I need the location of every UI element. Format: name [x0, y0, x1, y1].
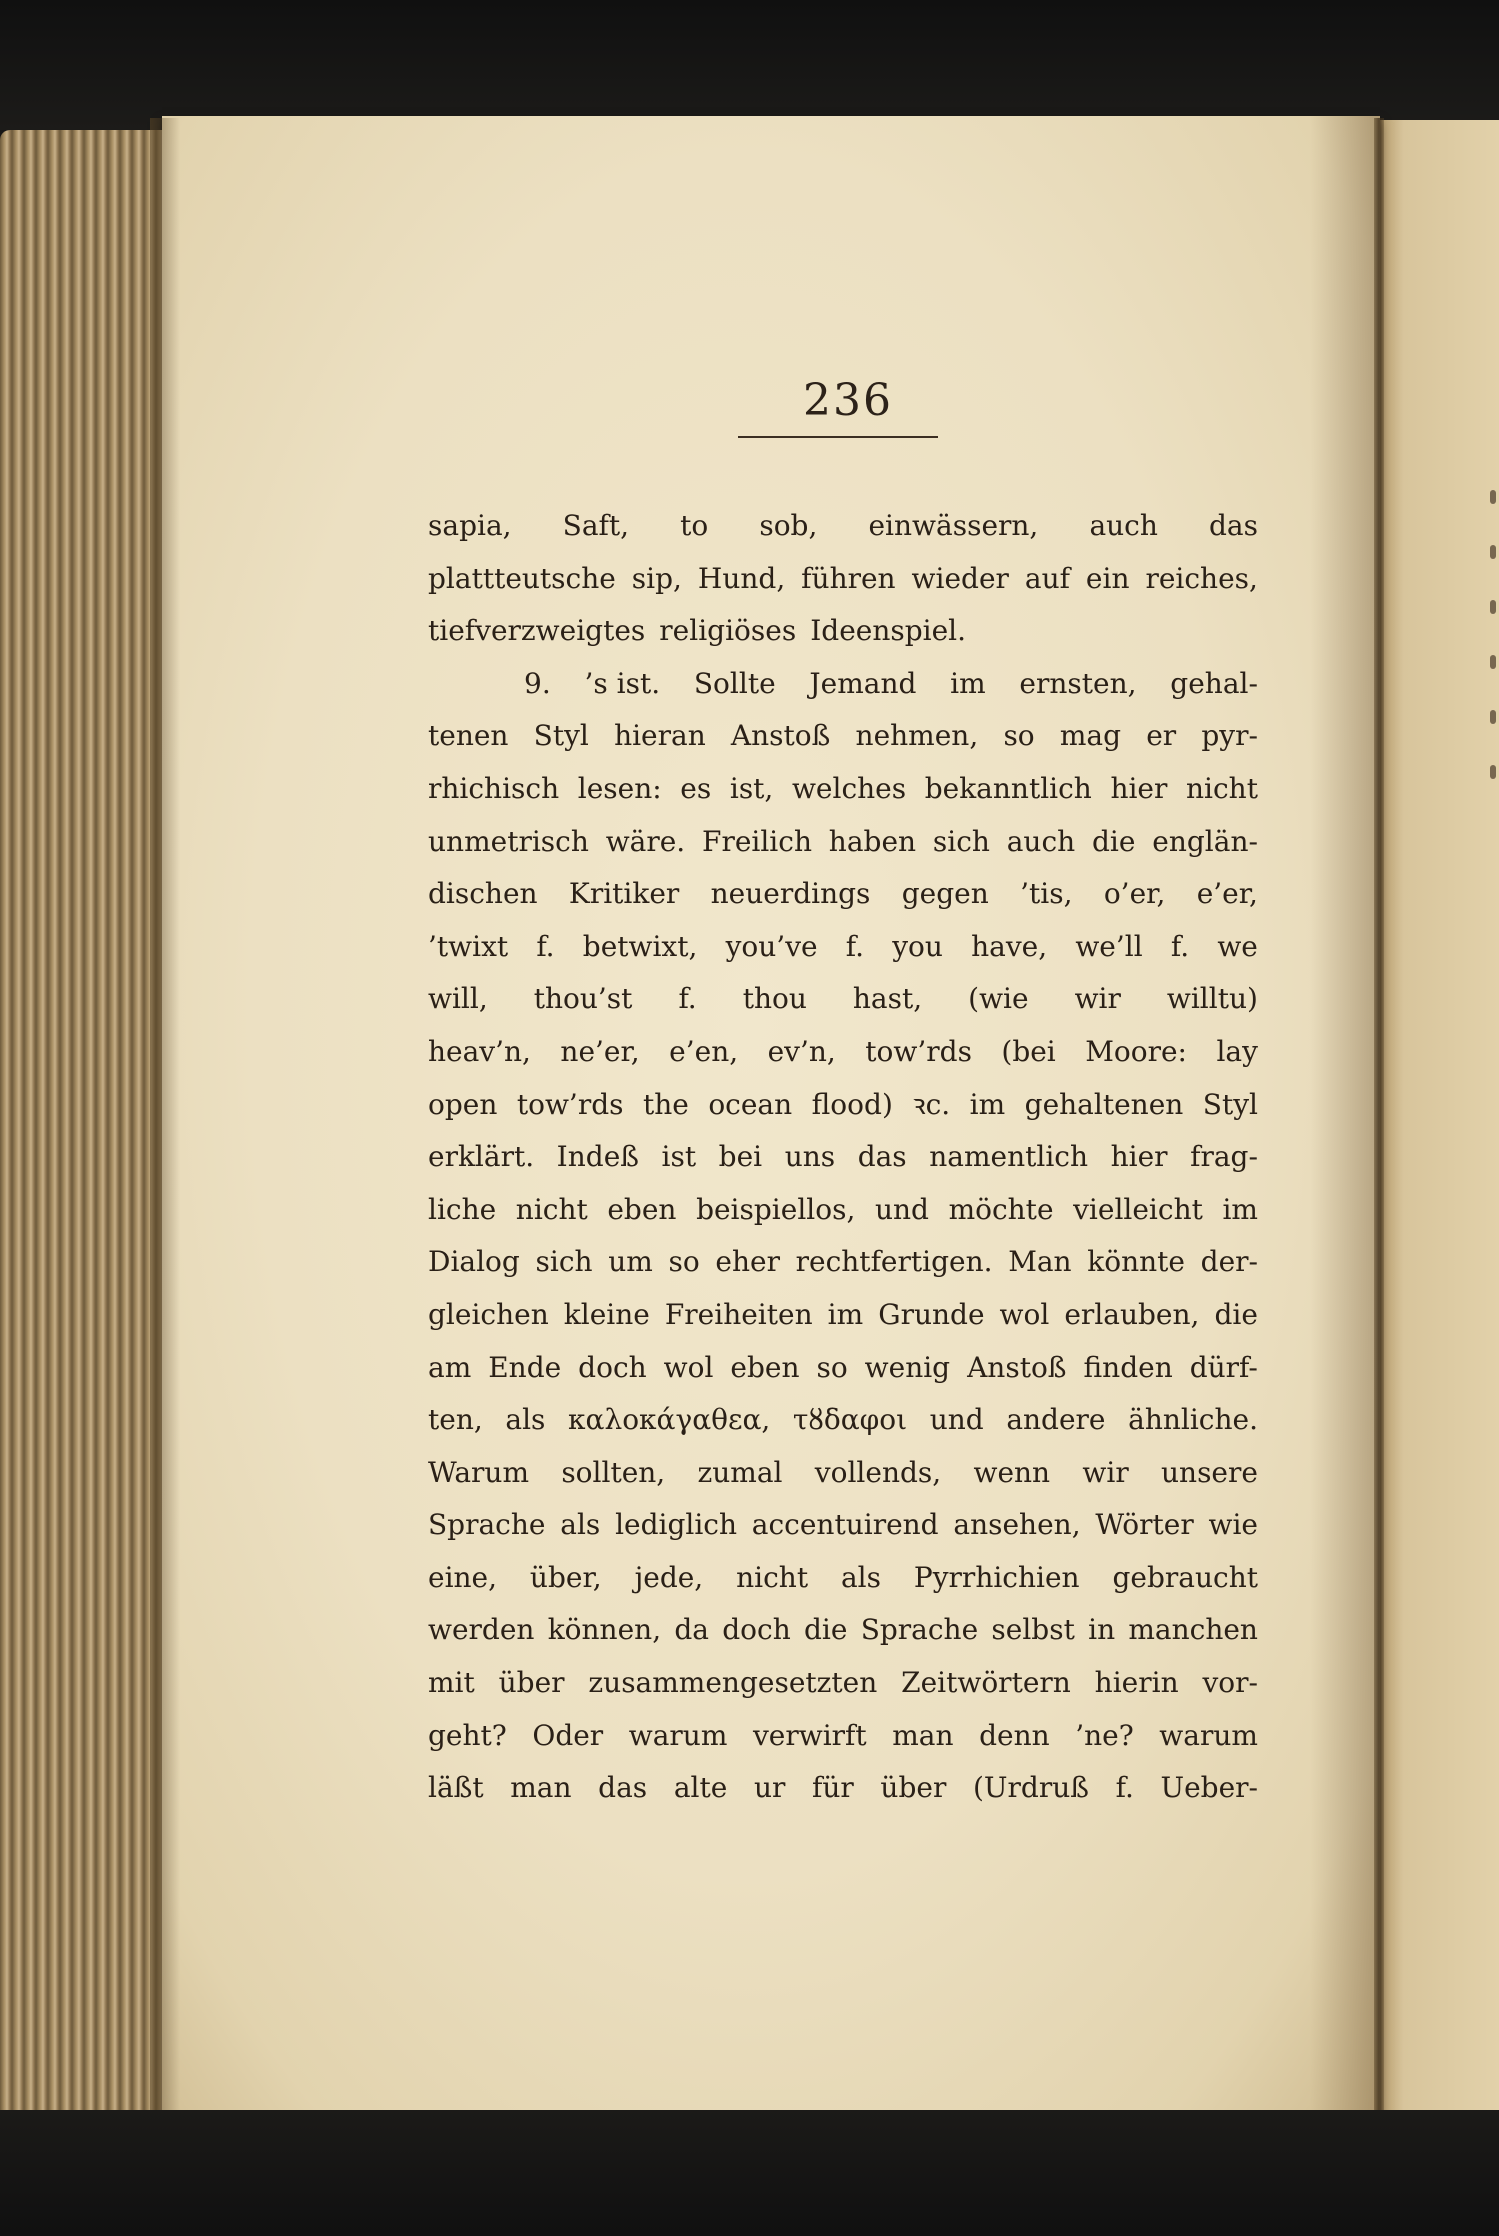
- facing-page-edge: [1380, 120, 1499, 2110]
- word: auch: [1006, 824, 1076, 858]
- word: ist: [661, 1140, 697, 1174]
- text-line: [428, 1026, 1258, 1079]
- word: einwässern,: [868, 509, 1039, 542]
- word: f.: [1115, 1771, 1134, 1805]
- word: open: [428, 1087, 498, 1121]
- page-text: [428, 500, 1258, 1815]
- word: vor-: [1202, 1666, 1258, 1700]
- word: Man: [1008, 1245, 1072, 1279]
- word: und: [929, 1403, 984, 1437]
- facing-page-mark: [1490, 765, 1496, 779]
- word: eben: [607, 1192, 677, 1226]
- word: für: [812, 1771, 854, 1805]
- word: können,: [547, 1613, 662, 1647]
- text-line: [428, 1342, 1258, 1395]
- word: gebraucht: [1112, 1560, 1258, 1594]
- word: über: [498, 1666, 565, 1700]
- word: ’twixt: [428, 929, 509, 963]
- word: ꝛc.: [912, 1087, 951, 1121]
- word: haben: [828, 824, 917, 858]
- word: hast,: [852, 982, 923, 1016]
- word: zusammengesetzten: [588, 1666, 878, 1700]
- word: you: [892, 929, 943, 963]
- word: lediglich: [615, 1508, 738, 1542]
- word: vielleicht: [1073, 1192, 1203, 1226]
- word: mit: [428, 1666, 475, 1700]
- page-gutter-shadow: [150, 118, 180, 2140]
- word: im: [1222, 1192, 1258, 1226]
- word: Moore:: [1085, 1034, 1187, 1068]
- word: tow’rds: [516, 1087, 624, 1121]
- word: the: [642, 1087, 689, 1121]
- text-line: [428, 658, 1258, 711]
- text-line: [428, 816, 1258, 869]
- word: wie: [1208, 1508, 1258, 1542]
- word: könnte: [1087, 1245, 1185, 1279]
- word: das: [598, 1771, 648, 1805]
- text-line: [428, 1657, 1258, 1710]
- word: f.: [1170, 929, 1190, 963]
- word: reiches,: [1145, 561, 1258, 595]
- word: vollends,: [814, 1455, 942, 1489]
- text-line: [428, 1710, 1258, 1763]
- word: hier: [1110, 771, 1168, 805]
- word: to: [680, 509, 709, 542]
- word: Kritiker: [568, 877, 680, 911]
- word: man: [510, 1771, 572, 1805]
- text-line: [428, 1131, 1258, 1184]
- word: heav’n,: [428, 1034, 531, 1068]
- word: nicht: [736, 1560, 809, 1594]
- word: you’ve: [725, 929, 818, 963]
- word: ähnliche.: [1128, 1403, 1258, 1437]
- word: über: [880, 1771, 947, 1805]
- word: ev’n,: [767, 1034, 836, 1068]
- word: (Urdruß: [972, 1771, 1089, 1805]
- text-line: [428, 1447, 1258, 1500]
- word: Ueber-: [1160, 1771, 1258, 1805]
- word: in: [1088, 1613, 1116, 1647]
- word: wir: [1074, 982, 1121, 1016]
- facing-page-mark: [1490, 600, 1496, 614]
- word: ein: [1085, 561, 1130, 595]
- word: religiöses: [659, 614, 797, 648]
- word: ne’er,: [560, 1034, 640, 1068]
- text-line: [428, 1604, 1258, 1657]
- text-line: [428, 500, 1258, 553]
- word: die: [1214, 1297, 1258, 1331]
- word: die: [803, 1613, 848, 1647]
- word: ansehen,: [953, 1508, 1081, 1542]
- text-line: [428, 553, 1258, 606]
- page-number: 236: [803, 375, 893, 426]
- word: will,: [428, 982, 488, 1016]
- word: we’ll: [1075, 929, 1143, 963]
- word: τȣδαφοι: [792, 1403, 908, 1437]
- text-line: [428, 1394, 1258, 1447]
- word: werden: [428, 1613, 535, 1647]
- word: das: [1208, 509, 1258, 542]
- word: ten,: [428, 1403, 483, 1437]
- word: nicht: [1186, 771, 1258, 805]
- word: warum: [628, 1718, 728, 1752]
- word: Sollte: [693, 666, 776, 700]
- word: namentlich: [929, 1140, 1089, 1174]
- word: so: [816, 1350, 848, 1384]
- word: gegen: [901, 877, 989, 911]
- text-line: [428, 710, 1258, 763]
- word: doch: [578, 1350, 647, 1384]
- word: zumal: [697, 1455, 783, 1489]
- word: we: [1217, 929, 1258, 963]
- word: als: [840, 1560, 881, 1594]
- word: doch: [722, 1613, 791, 1647]
- word: alte: [673, 1771, 728, 1805]
- word: pyr-: [1201, 719, 1258, 753]
- word: sollten,: [561, 1455, 666, 1489]
- word: Anstoß: [730, 719, 831, 753]
- word: jede,: [634, 1560, 704, 1594]
- word: o’er,: [1103, 877, 1166, 911]
- word: Dialog: [428, 1245, 520, 1279]
- text-line: [428, 921, 1258, 974]
- word: Ende: [488, 1350, 562, 1384]
- facing-page-mark: [1490, 545, 1496, 559]
- word: Grunde: [878, 1297, 985, 1331]
- word: warum: [1159, 1718, 1258, 1752]
- word: lay: [1216, 1034, 1258, 1068]
- word: sich: [535, 1245, 593, 1279]
- word: e’er,: [1196, 877, 1258, 911]
- word: Freilich: [702, 824, 812, 858]
- word: finden: [1083, 1350, 1173, 1384]
- word: er: [1146, 719, 1177, 753]
- word: Freiheiten: [664, 1297, 813, 1331]
- word: thou: [742, 982, 807, 1016]
- word: frag-: [1190, 1140, 1258, 1174]
- word: dischen: [428, 877, 538, 911]
- word: um: [608, 1245, 653, 1279]
- word: bekanntlich: [924, 771, 1092, 805]
- word: Indeß: [556, 1140, 639, 1174]
- word: Ideenspiel.: [810, 614, 967, 648]
- word: wieder: [911, 561, 1009, 595]
- word: so: [668, 1245, 700, 1279]
- word: neuerdings: [710, 877, 871, 911]
- word: have,: [971, 929, 1048, 963]
- word: ocean: [708, 1087, 793, 1121]
- word: ernsten,: [1019, 666, 1137, 700]
- word: im: [950, 666, 986, 700]
- word: geht?: [428, 1718, 507, 1752]
- word: nehmen,: [855, 719, 979, 753]
- word: da: [674, 1613, 709, 1647]
- book-spine: [1374, 118, 1384, 2113]
- word: bei: [718, 1140, 763, 1174]
- word: Jemand: [809, 666, 917, 700]
- word: Sprache: [428, 1508, 546, 1542]
- text-line: [428, 1079, 1258, 1132]
- word: Wörter: [1095, 1508, 1194, 1542]
- word: wenn: [973, 1455, 1051, 1489]
- word: welches: [791, 771, 907, 805]
- word: tow’rds: [865, 1034, 972, 1068]
- word: tenen: [428, 719, 509, 753]
- word: ist,: [729, 771, 774, 805]
- text-line: [428, 1289, 1258, 1342]
- word: flood): [811, 1087, 893, 1121]
- word: e’en,: [669, 1034, 739, 1068]
- word: sip,: [631, 561, 682, 595]
- word: verwirft: [752, 1718, 867, 1752]
- word: sapia,: [428, 509, 512, 542]
- word: der-: [1200, 1245, 1258, 1279]
- word: auch: [1089, 509, 1158, 542]
- text-line: [428, 1552, 1258, 1605]
- word: uns: [784, 1140, 836, 1174]
- word: betwixt,: [582, 929, 698, 963]
- word: hieran: [614, 719, 706, 753]
- word: und: [874, 1192, 929, 1226]
- word: Styl: [1202, 1087, 1258, 1121]
- word: Sprache: [860, 1613, 979, 1647]
- word: führen: [801, 561, 896, 595]
- word: möchte: [948, 1192, 1054, 1226]
- word: lesen:: [577, 771, 662, 805]
- page-number-rule: [738, 436, 938, 438]
- word: man: [892, 1718, 954, 1752]
- word: 9.: [524, 666, 551, 700]
- word: accentuirend: [751, 1508, 939, 1542]
- word: denn: [979, 1718, 1050, 1752]
- word: mag: [1059, 719, 1122, 753]
- word: Oder: [532, 1718, 604, 1752]
- text-line: [428, 1499, 1258, 1552]
- word: tiefverzweigtes: [428, 614, 646, 648]
- word: nicht: [515, 1192, 588, 1226]
- word: unmetrisch: [428, 824, 589, 858]
- text-line: [428, 1762, 1258, 1815]
- word: selbst: [991, 1613, 1075, 1647]
- word: f.: [536, 929, 555, 963]
- word: englän-: [1152, 824, 1258, 858]
- word: das: [857, 1140, 907, 1174]
- word: kleine: [563, 1297, 650, 1331]
- word: f.: [678, 982, 697, 1016]
- word: ur: [753, 1771, 786, 1805]
- word: Saft,: [562, 509, 630, 542]
- word: hier: [1110, 1140, 1168, 1174]
- word: Styl: [533, 719, 589, 753]
- word: gehal-: [1170, 666, 1258, 700]
- word: Warum: [428, 1455, 530, 1489]
- word: wol: [999, 1297, 1050, 1331]
- word: gleichen: [428, 1297, 549, 1331]
- word: wol: [663, 1350, 714, 1384]
- text-line: [428, 1184, 1258, 1237]
- word: über,: [529, 1560, 602, 1594]
- word: manchen: [1128, 1613, 1258, 1647]
- book-page-edges: [0, 130, 175, 2140]
- word: auf: [1024, 561, 1070, 595]
- word: es: [680, 771, 712, 805]
- text-line: [428, 605, 1258, 658]
- word: ’s ist.: [584, 666, 661, 700]
- word: beispiellos,: [696, 1192, 856, 1226]
- word: gehaltenen: [1024, 1087, 1184, 1121]
- word: eine,: [428, 1560, 498, 1594]
- word: eher: [715, 1245, 780, 1279]
- word: ’ne?: [1075, 1718, 1134, 1752]
- word: am: [428, 1350, 472, 1384]
- text-line: [428, 973, 1258, 1026]
- word: andere: [1006, 1403, 1106, 1437]
- word: liche: [428, 1192, 497, 1226]
- word: läßt: [428, 1771, 484, 1805]
- word: dürf-: [1189, 1350, 1258, 1384]
- word: wäre.: [605, 824, 686, 858]
- text-line: [428, 763, 1258, 816]
- word: καλοκάγαθεα,: [568, 1403, 771, 1437]
- facing-page-mark: [1490, 655, 1496, 669]
- word: erlauben,: [1064, 1297, 1200, 1331]
- word: Hund,: [697, 561, 786, 595]
- word: im: [827, 1297, 864, 1331]
- word: die: [1092, 824, 1136, 858]
- background-top: [0, 0, 1499, 130]
- text-line: [428, 1236, 1258, 1289]
- word: wir: [1082, 1455, 1129, 1489]
- word: eben: [730, 1350, 800, 1384]
- word: wenig: [864, 1350, 951, 1384]
- word: erklärt.: [428, 1140, 535, 1174]
- word: so: [1003, 719, 1035, 753]
- word: plattteutsche: [428, 561, 616, 595]
- word: rhichisch: [428, 771, 560, 805]
- word: als: [560, 1508, 601, 1542]
- facing-page-mark: [1490, 490, 1496, 504]
- word: unsere: [1161, 1455, 1258, 1489]
- facing-page-mark: [1490, 710, 1496, 724]
- word: f.: [845, 929, 865, 963]
- word: willtu): [1166, 982, 1258, 1016]
- word: im: [969, 1087, 1006, 1121]
- word: hierin: [1094, 1666, 1179, 1700]
- word: sob,: [759, 509, 818, 542]
- word: rechtfertigen.: [795, 1245, 993, 1279]
- word: thou’st: [533, 982, 633, 1016]
- background-bottom: [0, 2110, 1499, 2236]
- word: sich: [932, 824, 990, 858]
- word: Pyrrhichien: [913, 1560, 1080, 1594]
- word: (bei: [1001, 1034, 1056, 1068]
- text-line: [428, 868, 1258, 921]
- word: (wie: [968, 982, 1029, 1016]
- word: Zeitwörtern: [901, 1666, 1071, 1700]
- word: Anstoß: [967, 1350, 1067, 1384]
- word: als: [505, 1403, 546, 1437]
- word: ’tis,: [1020, 877, 1073, 911]
